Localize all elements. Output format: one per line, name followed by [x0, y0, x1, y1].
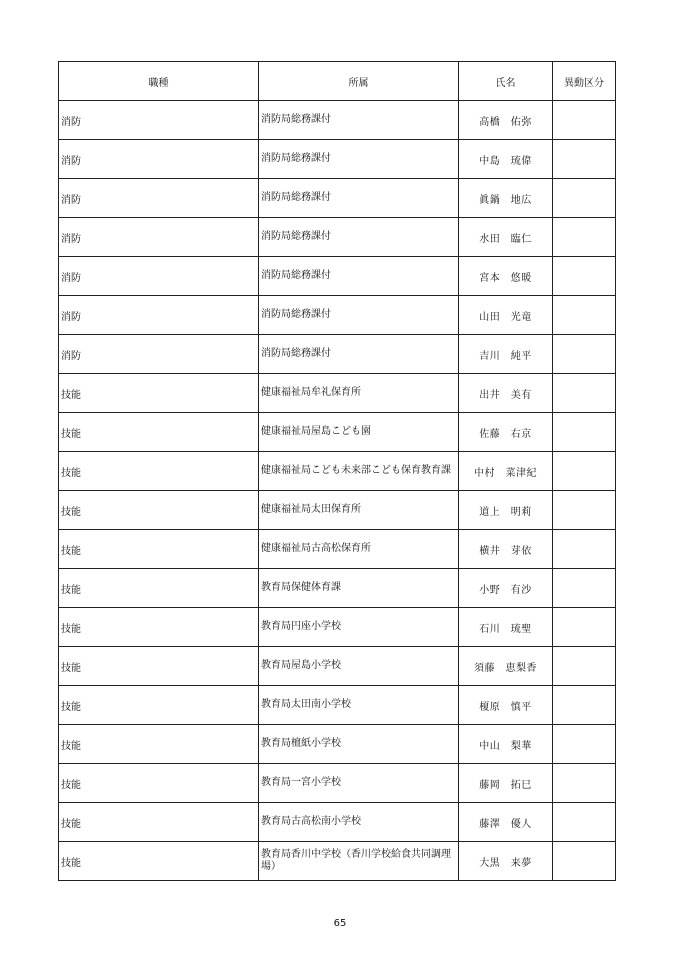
cell-change — [553, 842, 616, 881]
cell-dept — [259, 764, 459, 803]
cell-job: 技能 — [59, 686, 259, 725]
cell-job: 技能 — [59, 530, 259, 569]
dept-text: 教育局香川中学校（香川学校給食共同調理場） — [261, 849, 451, 872]
cell-name: 中村 菜津紀 — [459, 452, 553, 491]
cell-dept — [259, 452, 459, 491]
table-row — [59, 842, 616, 881]
header-job: 職種 — [59, 62, 259, 101]
cell-job: 技能 — [59, 608, 259, 647]
cell-name: 藤澤 優人 — [459, 803, 553, 842]
cell-change — [553, 101, 616, 140]
cell-name: 藤岡 拓巳 — [459, 764, 553, 803]
dept-text: 健康福祉局古高松保育所 — [261, 543, 371, 554]
dept-text: 教育局円座小学校 — [261, 621, 341, 632]
cell-job: 技能 — [59, 842, 259, 881]
cell-dept — [259, 101, 459, 140]
cell-job: 消防 — [59, 101, 259, 140]
dept-text: 教育局太田南小学校 — [261, 699, 351, 710]
cell-change — [553, 803, 616, 842]
cell-dept — [259, 413, 459, 452]
cell-dept — [259, 335, 459, 374]
cell-dept — [259, 842, 459, 881]
cell-change — [553, 179, 616, 218]
table-row — [59, 686, 616, 725]
cell-dept — [259, 374, 459, 413]
dept-text: 教育局保健体育課 — [261, 582, 341, 593]
table-row — [59, 413, 616, 452]
cell-dept — [259, 569, 459, 608]
cell-change — [553, 647, 616, 686]
table-row — [59, 257, 616, 296]
table-row — [59, 803, 616, 842]
cell-dept — [259, 647, 459, 686]
dept-text: 消防局総務課付 — [261, 231, 331, 242]
cell-job: 技能 — [59, 569, 259, 608]
cell-job: 消防 — [59, 140, 259, 179]
cell-name: 道上 明莉 — [459, 491, 553, 530]
table-row — [59, 491, 616, 530]
dept-text: 消防局総務課付 — [261, 348, 331, 359]
cell-job: 消防 — [59, 335, 259, 374]
cell-change — [553, 725, 616, 764]
table-row — [59, 218, 616, 257]
cell-name: 吉川 純平 — [459, 335, 553, 374]
cell-job: 消防 — [59, 218, 259, 257]
cell-change — [553, 686, 616, 725]
dept-text: 消防局総務課付 — [261, 270, 331, 281]
table-body — [59, 101, 616, 881]
table-row — [59, 725, 616, 764]
dept-text: 教育局一宮小学校 — [261, 777, 341, 788]
dept-text: 教育局屋島小学校 — [261, 660, 341, 671]
cell-name: 石川 琉聖 — [459, 608, 553, 647]
cell-job: 消防 — [59, 179, 259, 218]
table-row — [59, 452, 616, 491]
cell-job: 技能 — [59, 803, 259, 842]
cell-dept — [259, 296, 459, 335]
personnel-table — [58, 61, 616, 881]
cell-dept — [259, 530, 459, 569]
table-row — [59, 764, 616, 803]
cell-name: 須藤 恵梨香 — [459, 647, 553, 686]
cell-name: 横井 芽依 — [459, 530, 553, 569]
cell-change — [553, 296, 616, 335]
dept-text: 消防局総務課付 — [261, 192, 331, 203]
cell-change — [553, 764, 616, 803]
table-row — [59, 647, 616, 686]
header-name: 氏名 — [459, 62, 553, 101]
cell-dept — [259, 491, 459, 530]
table-row — [59, 296, 616, 335]
cell-dept — [259, 686, 459, 725]
cell-name: 高橋 佑弥 — [459, 101, 553, 140]
cell-job: 技能 — [59, 452, 259, 491]
cell-name: 宮本 悠暖 — [459, 257, 553, 296]
header-change: 異動区分 — [553, 62, 616, 101]
cell-job: 技能 — [59, 764, 259, 803]
cell-change — [553, 413, 616, 452]
cell-name: 出井 美有 — [459, 374, 553, 413]
cell-change — [553, 374, 616, 413]
cell-name: 中山 梨華 — [459, 725, 553, 764]
dept-text: 健康福祉局牟礼保育所 — [261, 387, 361, 398]
dept-text: 消防局総務課付 — [261, 153, 331, 164]
cell-job: 技能 — [59, 491, 259, 530]
table-row — [59, 335, 616, 374]
dept-text: 消防局総務課付 — [261, 309, 331, 320]
cell-dept — [259, 257, 459, 296]
cell-change — [553, 491, 616, 530]
cell-dept — [259, 218, 459, 257]
cell-change — [553, 140, 616, 179]
cell-name: 佐藤 右京 — [459, 413, 553, 452]
table-row — [59, 101, 616, 140]
table-row — [59, 530, 616, 569]
cell-change — [553, 569, 616, 608]
cell-change — [553, 452, 616, 491]
cell-job: 消防 — [59, 257, 259, 296]
cell-name: 山田 光竜 — [459, 296, 553, 335]
cell-dept — [259, 725, 459, 764]
page-number: 65 — [333, 918, 347, 929]
dept-text: 消防局総務課付 — [261, 114, 331, 125]
cell-change — [553, 608, 616, 647]
cell-name: 水田 臨仁 — [459, 218, 553, 257]
table-row — [59, 569, 616, 608]
cell-job: 技能 — [59, 374, 259, 413]
cell-job: 技能 — [59, 413, 259, 452]
cell-dept — [259, 140, 459, 179]
dept-text: 教育局檀紙小学校 — [261, 738, 341, 749]
cell-dept — [259, 608, 459, 647]
table-row — [59, 179, 616, 218]
header-dept: 所属 — [259, 62, 459, 101]
cell-job: 技能 — [59, 725, 259, 764]
cell-dept — [259, 179, 459, 218]
table-row — [59, 374, 616, 413]
dept-text: 教育局古高松南小学校 — [261, 816, 361, 827]
cell-change — [553, 257, 616, 296]
cell-name: 眞鍋 地広 — [459, 179, 553, 218]
cell-change — [553, 218, 616, 257]
cell-change — [553, 530, 616, 569]
cell-name: 榎原 慎平 — [459, 686, 553, 725]
table-row — [59, 140, 616, 179]
cell-dept — [259, 803, 459, 842]
dept-text: 健康福祉局太田保育所 — [261, 504, 361, 515]
cell-job: 技能 — [59, 647, 259, 686]
cell-name: 大黒 来夢 — [459, 842, 553, 881]
dept-text: 健康福祉局こども未来部こども保育教育課 — [261, 465, 451, 476]
cell-change — [553, 335, 616, 374]
table-header-row — [59, 62, 616, 101]
cell-name: 小野 有沙 — [459, 569, 553, 608]
dept-text: 健康福祉局屋島こども園 — [261, 426, 371, 437]
table-row — [59, 608, 616, 647]
cell-name: 中島 琉偉 — [459, 140, 553, 179]
cell-job: 消防 — [59, 296, 259, 335]
